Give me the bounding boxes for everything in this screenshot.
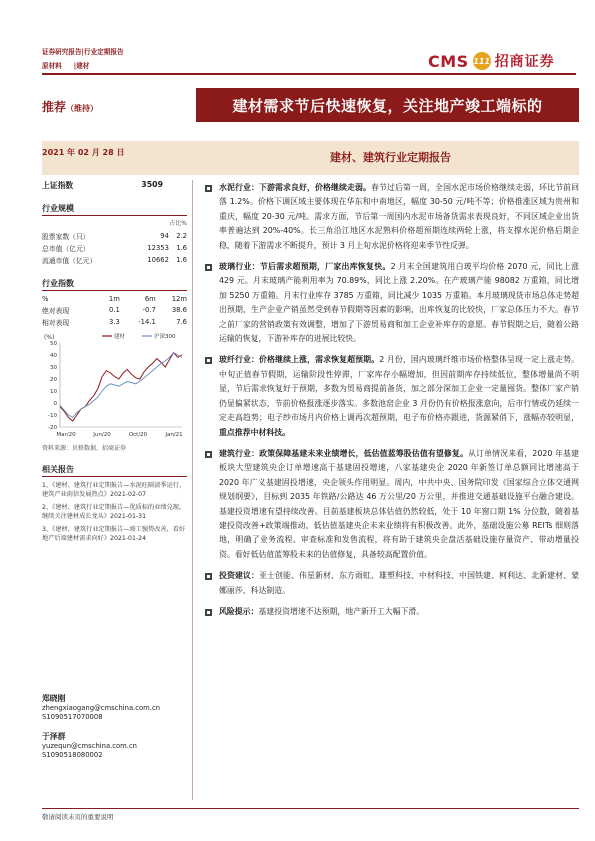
bullet-icon — [205, 264, 212, 271]
scale-heading: 行业规模 — [42, 203, 187, 216]
header-divider — [42, 73, 576, 75]
content-paragraph — [205, 447, 579, 562]
footer-divider — [42, 808, 579, 809]
series-line-2 — [60, 353, 182, 418]
perf-col-header: 1m — [108, 295, 120, 303]
paragraph-body: 2 月末全国建筑用白玻平均价格 2070 元，同比上涨 429 元。月末玻璃产能利用率为 70.89%，同比上涨 2.20%。在产玻璃产能 98082 万重箱，同比增加 5250 万重箱。月末行业库存 3785 万重箱，同比减少 1035 万重箱。本月玻璃现货市场总体走势超出预期，生产企业产销虽然受到春节假期等因素的影响，出库恢复的比较快，厂家总体压力不大。春节之前厂家的营销政策有效调整，增加了下游贸易商和加工企业补库存的意愿。春节假期之后，随着公路运输的恢复，下游补库存的进展比较快。 — [219, 262, 579, 344]
footer-note: 敬请阅读末页的重要说明 — [42, 813, 114, 821]
y-tick-label: 10 — [50, 389, 57, 395]
content-paragraph — [205, 260, 579, 346]
row-label: 流通市值（亿元） — [42, 257, 97, 265]
table-row — [42, 254, 187, 266]
y-tick-label: -10 — [48, 413, 57, 419]
logo-badge-icon: 111 — [473, 52, 491, 70]
bullet-icon — [205, 185, 212, 192]
paragraph-body: 亚士创能、伟星新材、东方雨虹、雄塑科技、中材科技、中国铁建、柯利达、北新建材、蒙娜丽莎、科达制造。 — [219, 571, 579, 595]
perf-heading: 行业指数 — [42, 278, 187, 291]
y-tick-label: 0 — [53, 401, 57, 407]
index-label: 上证指数 — [42, 181, 74, 190]
x-tick-label: Jun/20 — [93, 432, 111, 438]
table-row — [42, 230, 187, 242]
legend-label: 沪深300 — [154, 334, 176, 340]
bullet-icon — [205, 573, 212, 580]
row-label: 总市值（亿元） — [42, 245, 90, 253]
index-row — [42, 180, 187, 191]
rating — [42, 98, 98, 115]
y-tick-label: 50 — [50, 341, 57, 347]
row-pct: 1.6 — [176, 244, 187, 252]
bullet-icon — [205, 357, 212, 364]
content-paragraph — [205, 353, 579, 439]
x-tick-label: Mar/20 — [56, 432, 76, 438]
content-paragraph — [205, 569, 579, 598]
rating-note: （维持） — [66, 104, 99, 113]
industry-subcategory: |建材 — [73, 62, 90, 70]
x-tick-label: Jan/21 — [165, 432, 183, 438]
logo-cn: 招商证券 — [494, 54, 555, 70]
analyst-email[interactable]: zhengxiaogang@cmschina.com.cn — [42, 703, 160, 712]
title-banner — [196, 88, 579, 122]
index-chart — [42, 331, 187, 441]
main-content — [205, 181, 579, 626]
column-divider — [192, 180, 193, 800]
y-tick-label: 30 — [50, 365, 57, 371]
analyst-2 — [42, 732, 137, 761]
related-reports — [42, 481, 187, 543]
content-paragraph — [205, 605, 579, 619]
table-row — [42, 304, 187, 316]
row-pct: 1.6 — [176, 256, 187, 264]
paragraph-heading: 玻璃行业：节后需求超预期，厂家出库恢复快。 — [219, 262, 391, 272]
index-chart-svg — [42, 331, 187, 441]
chart-source: 资料来源：贝格数据、招商证券 — [42, 445, 127, 452]
report-date: 2021 年 02 月 28 日 — [42, 148, 125, 157]
related-report-item: 3、《建材、建筑行业定期报告—竣工强势改善，看好地产后端建材需求向好》2021-01-24 — [42, 526, 186, 542]
related-heading: 相关报告 — [42, 464, 187, 477]
paragraph-heading: 玻纤行业：价格继续上涨，需求恢复超预期。 — [219, 355, 380, 365]
row-label: 相对表现 — [42, 319, 70, 327]
perf-col-header: 12m — [171, 295, 187, 303]
row-6m: -0.7 — [142, 306, 156, 314]
rating-label: 推荐 — [42, 100, 67, 114]
y-unit-label: (%) — [44, 334, 55, 341]
analyst-email[interactable]: yuzequn@cmschina.com.cn — [42, 741, 137, 750]
paragraph-body: 基建投资增速不达预期，地产新开工大幅下滑。 — [258, 606, 425, 616]
row-pct: 2.2 — [176, 232, 187, 240]
report-type: 建材、建筑行业定期报告 — [330, 151, 451, 164]
bullet-icon — [205, 609, 212, 616]
analyst-cert: S1090518080002 — [42, 751, 103, 759]
paragraph-body: 从订单情况来看，2020 年基建板块大型建筑央企订单增速高于基建固投增速，八家基建央企 2020 年新签订单总额同比增速高于 2020 年广义基建固投增速，央企领头作用明显。周内，中共中央、国务院印发《国家综合立体交通网规划纲要》，目标到 2035 年铁路/公路达 46 万公里/20 万公里，并推进交通基础设施平台融合建设。基建投资增速有望持续改善。目前基建板块总体估值仍然较低，处于 10 年窗口期 1% 分位数，随着基建投资改善+政策端推动，低估值基建央企未来业绩将有积极改善。此外，基础设施公募 REITs 细则落地，明确了业务流程、审查标准和发售流程，将有助于建筑央企盘活基础设施存量资产、带动增量投资。看好低估值蓝筹股未来的估值修复，具备较高配置价值。 — [219, 448, 579, 559]
row-value: 10662 — [147, 256, 169, 264]
analyst-cert: S1090517070008 — [42, 713, 103, 721]
logo-en: CMS — [428, 51, 469, 71]
analyst-name: 郑晓刚 — [42, 694, 66, 703]
left-sidebar — [42, 180, 187, 547]
y-tick-label: -20 — [48, 425, 57, 431]
bullet-icon — [205, 451, 212, 458]
row-1m: 3.3 — [109, 318, 120, 326]
paragraph-heading: 风险提示： — [219, 606, 259, 616]
report-title: 建材需求节后快速恢复，关注地产竣工端标的 — [232, 96, 543, 115]
scale-table — [42, 230, 187, 266]
row-label: 股票家数（只） — [42, 233, 90, 241]
row-label: 绝对表现 — [42, 307, 70, 315]
content-paragraph — [205, 181, 579, 253]
paragraph-highlight: 重点推荐中材科技。 — [219, 427, 291, 437]
industry-category: 原材料 — [42, 62, 62, 70]
row-12m: 7.6 — [176, 318, 187, 326]
x-tick-label: Oct/20 — [128, 432, 148, 438]
scale-unit-header: 占比% — [169, 220, 187, 227]
index-value: 3509 — [141, 180, 163, 189]
related-report-item: 2、《建材、建筑行业定期报告—优质标的业绩兑现，继续关注建材成长龙头》2021-01-31 — [42, 504, 186, 520]
row-value: 94 — [160, 232, 169, 240]
perf-table — [42, 294, 187, 328]
paragraph-heading: 投资建议： — [219, 571, 260, 581]
perf-col-header: 6m — [144, 295, 156, 303]
report-category-line: 证券研究报告|行业定期报告 — [42, 48, 124, 56]
related-report-item: 1、《建材、建筑行业定期报告—水泥旺隔淡季运行，建筑产业雨信发展热点》2021-02-07 — [42, 482, 186, 498]
paragraph-heading: 水泥行业：下游需求良好，价格继续走弱。 — [219, 183, 372, 192]
table-row — [42, 242, 187, 254]
legend-label: 建材 — [114, 334, 126, 340]
row-value: 12353 — [147, 244, 169, 252]
cms-logo — [428, 50, 555, 72]
y-tick-label: 20 — [50, 377, 57, 383]
y-tick-label: 40 — [50, 353, 57, 359]
paragraph-body: 2 月份，国内玻璃纤维市场价格整体呈现一定上涨走势。中旬正值春节假期，运输阶段性停滞，厂家库存小幅增加，但因前期库存持续低位，整体增量尚不明显，节后需求恢复好于预期，多数为贸易商提前备货，加之部分深加工企业一定量囤货。整体厂家产销仍显偏紧状态，节前价格报涨逐步落实。多数池窑企业 3 月份仍有价格报涨意向，后市行情或仍延续一定走高趋势；电子纱市场月内价格上调再次超预期，电子布价格亦跟进，货源紧俏下，涨幅亦较明显， — [219, 355, 579, 423]
paragraph-body: 春节过后第一周，全国水泥市场价格继续走弱，环比节前回落 1.2%。价格下调区域主要体现在华东和中南地区，幅度 30-50 元/吨不等；价格推涨区域为贵州和重庆，幅度 20-30 元/吨。需求方面，节后第一周国内水泥市场备货需求表现良好，不同区域企业出货率普遍达到 20%-40%。长三角沿江地区水泥熟料价格超预期连续两轮上涨，将支撑水泥价格后期企稳，随着下游需求不断提升，预计 3 月上旬水泥价格将迎来季节性反弹。 — [219, 183, 579, 250]
industry-line — [42, 60, 99, 70]
row-12m: 38.6 — [171, 306, 187, 314]
paragraph-heading: 建筑行业：政策保障基建未来业绩增长，低估值蓝筹股估值有望修复。 — [219, 448, 469, 458]
row-6m: -14.1 — [138, 318, 156, 326]
perf-col-header: % — [42, 295, 49, 303]
row-1m: 0.1 — [109, 306, 120, 314]
table-row — [42, 316, 187, 328]
analyst-name: 于泽群 — [42, 732, 66, 741]
analyst-1 — [42, 694, 160, 723]
